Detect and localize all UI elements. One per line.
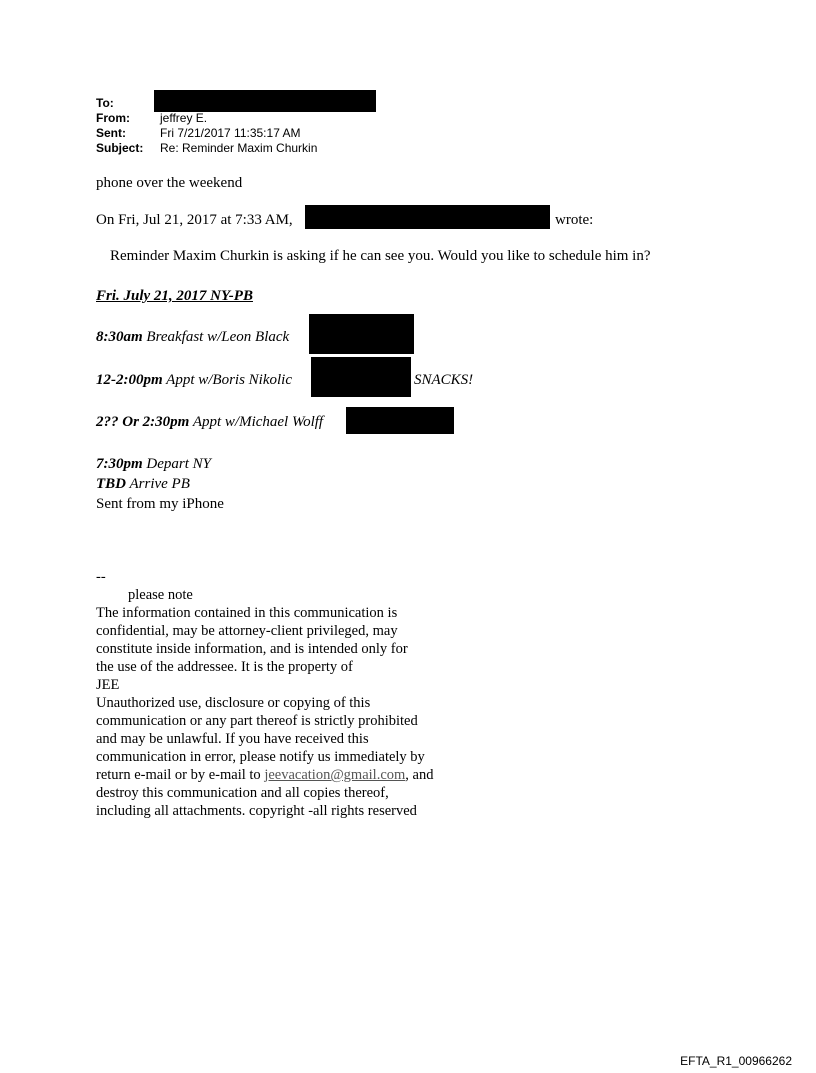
to-label: To: xyxy=(96,96,114,110)
redaction-appt-1 xyxy=(311,357,411,397)
schedule-text: Arrive PB xyxy=(129,476,190,492)
schedule-text: Breakfast w/Leon Black xyxy=(146,329,290,345)
schedule-time: 8:30am xyxy=(96,329,143,345)
disclaimer-line: confidential, may be attorney-client privileged, may xyxy=(96,623,398,639)
redaction-to xyxy=(154,90,376,112)
disclaimer-line: The information contained in this communication is xyxy=(96,605,398,621)
schedule-item xyxy=(96,328,289,346)
schedule-time: 2?? Or 2:30pm xyxy=(96,414,190,430)
disclaimer-line: the use of the addressee. It is the property of xyxy=(96,659,353,675)
email-link[interactable]: jeevacation@gmail.com xyxy=(264,767,406,783)
quote-intro-end: wrote: xyxy=(555,212,594,228)
from-label: From: xyxy=(96,111,130,125)
schedule-text: Depart NY xyxy=(146,456,212,472)
disclaimer xyxy=(96,568,476,820)
subject-value: Re: Reminder Maxim Churkin xyxy=(160,141,318,155)
redaction-breakfast xyxy=(309,314,414,354)
disclaimer-line: communication in error, please notify us immediately by xyxy=(96,749,425,765)
schedule-text: Appt w/Michael Wolff xyxy=(192,414,324,430)
schedule-item xyxy=(96,475,190,493)
schedule-text: Appt w/Boris Nikolic xyxy=(166,372,292,388)
document-id: EFTA_R1_00966262 xyxy=(680,1054,792,1068)
email-line-before: return e-mail or by e-mail to xyxy=(96,767,265,783)
reply-text: phone over the weekend xyxy=(96,175,243,191)
separator: -- xyxy=(96,569,106,585)
disclaimer-line: and may be unlawful. If you have received this xyxy=(96,731,369,747)
subject-row xyxy=(96,141,317,155)
disclaimer-line: JEE xyxy=(96,677,120,693)
sent-row xyxy=(96,126,301,140)
email-line-after: , and xyxy=(405,767,434,783)
disclaimer-email-line xyxy=(96,766,476,784)
schedule-suffix: SNACKS! xyxy=(414,372,474,388)
schedule-time: 12-2:00pm xyxy=(96,372,163,388)
schedule-item xyxy=(96,371,292,389)
redaction-appt-2 xyxy=(346,407,454,434)
signature: Sent from my iPhone xyxy=(96,496,224,512)
schedule-time: TBD xyxy=(96,476,126,492)
subject-label: Subject: xyxy=(96,141,144,155)
reminder-text: Reminder Maxim Churkin is asking if he can see you. Would you like to schedule him in? xyxy=(110,248,651,264)
from-value: jeffrey E. xyxy=(160,111,208,125)
quote-intro-start: On Fri, Jul 21, 2017 at 7:33 AM, xyxy=(96,212,293,228)
date-heading: Fri. July 21, 2017 NY-PB xyxy=(96,288,253,304)
sent-label: Sent: xyxy=(96,126,126,140)
disclaimer-line: constitute inside information, and is intended only for xyxy=(96,641,408,657)
disclaimer-line: including all attachments. copyright -all rights reserved xyxy=(96,803,417,819)
schedule-item xyxy=(96,413,323,431)
to-row xyxy=(96,96,160,110)
schedule-time: 7:30pm xyxy=(96,456,143,472)
disclaimer-line: communication or any part thereof is strictly prohibited xyxy=(96,713,418,729)
schedule-item xyxy=(96,455,211,473)
disclaimer-line: Unauthorized use, disclosure or copying of this xyxy=(96,695,371,711)
disclaimer-line: destroy this communication and all copies thereof, xyxy=(96,785,389,801)
redaction-sender xyxy=(305,205,550,229)
note-line: please note xyxy=(128,587,193,603)
from-row xyxy=(96,111,207,125)
sent-value: Fri 7/21/2017 11:35:17 AM xyxy=(160,126,301,140)
